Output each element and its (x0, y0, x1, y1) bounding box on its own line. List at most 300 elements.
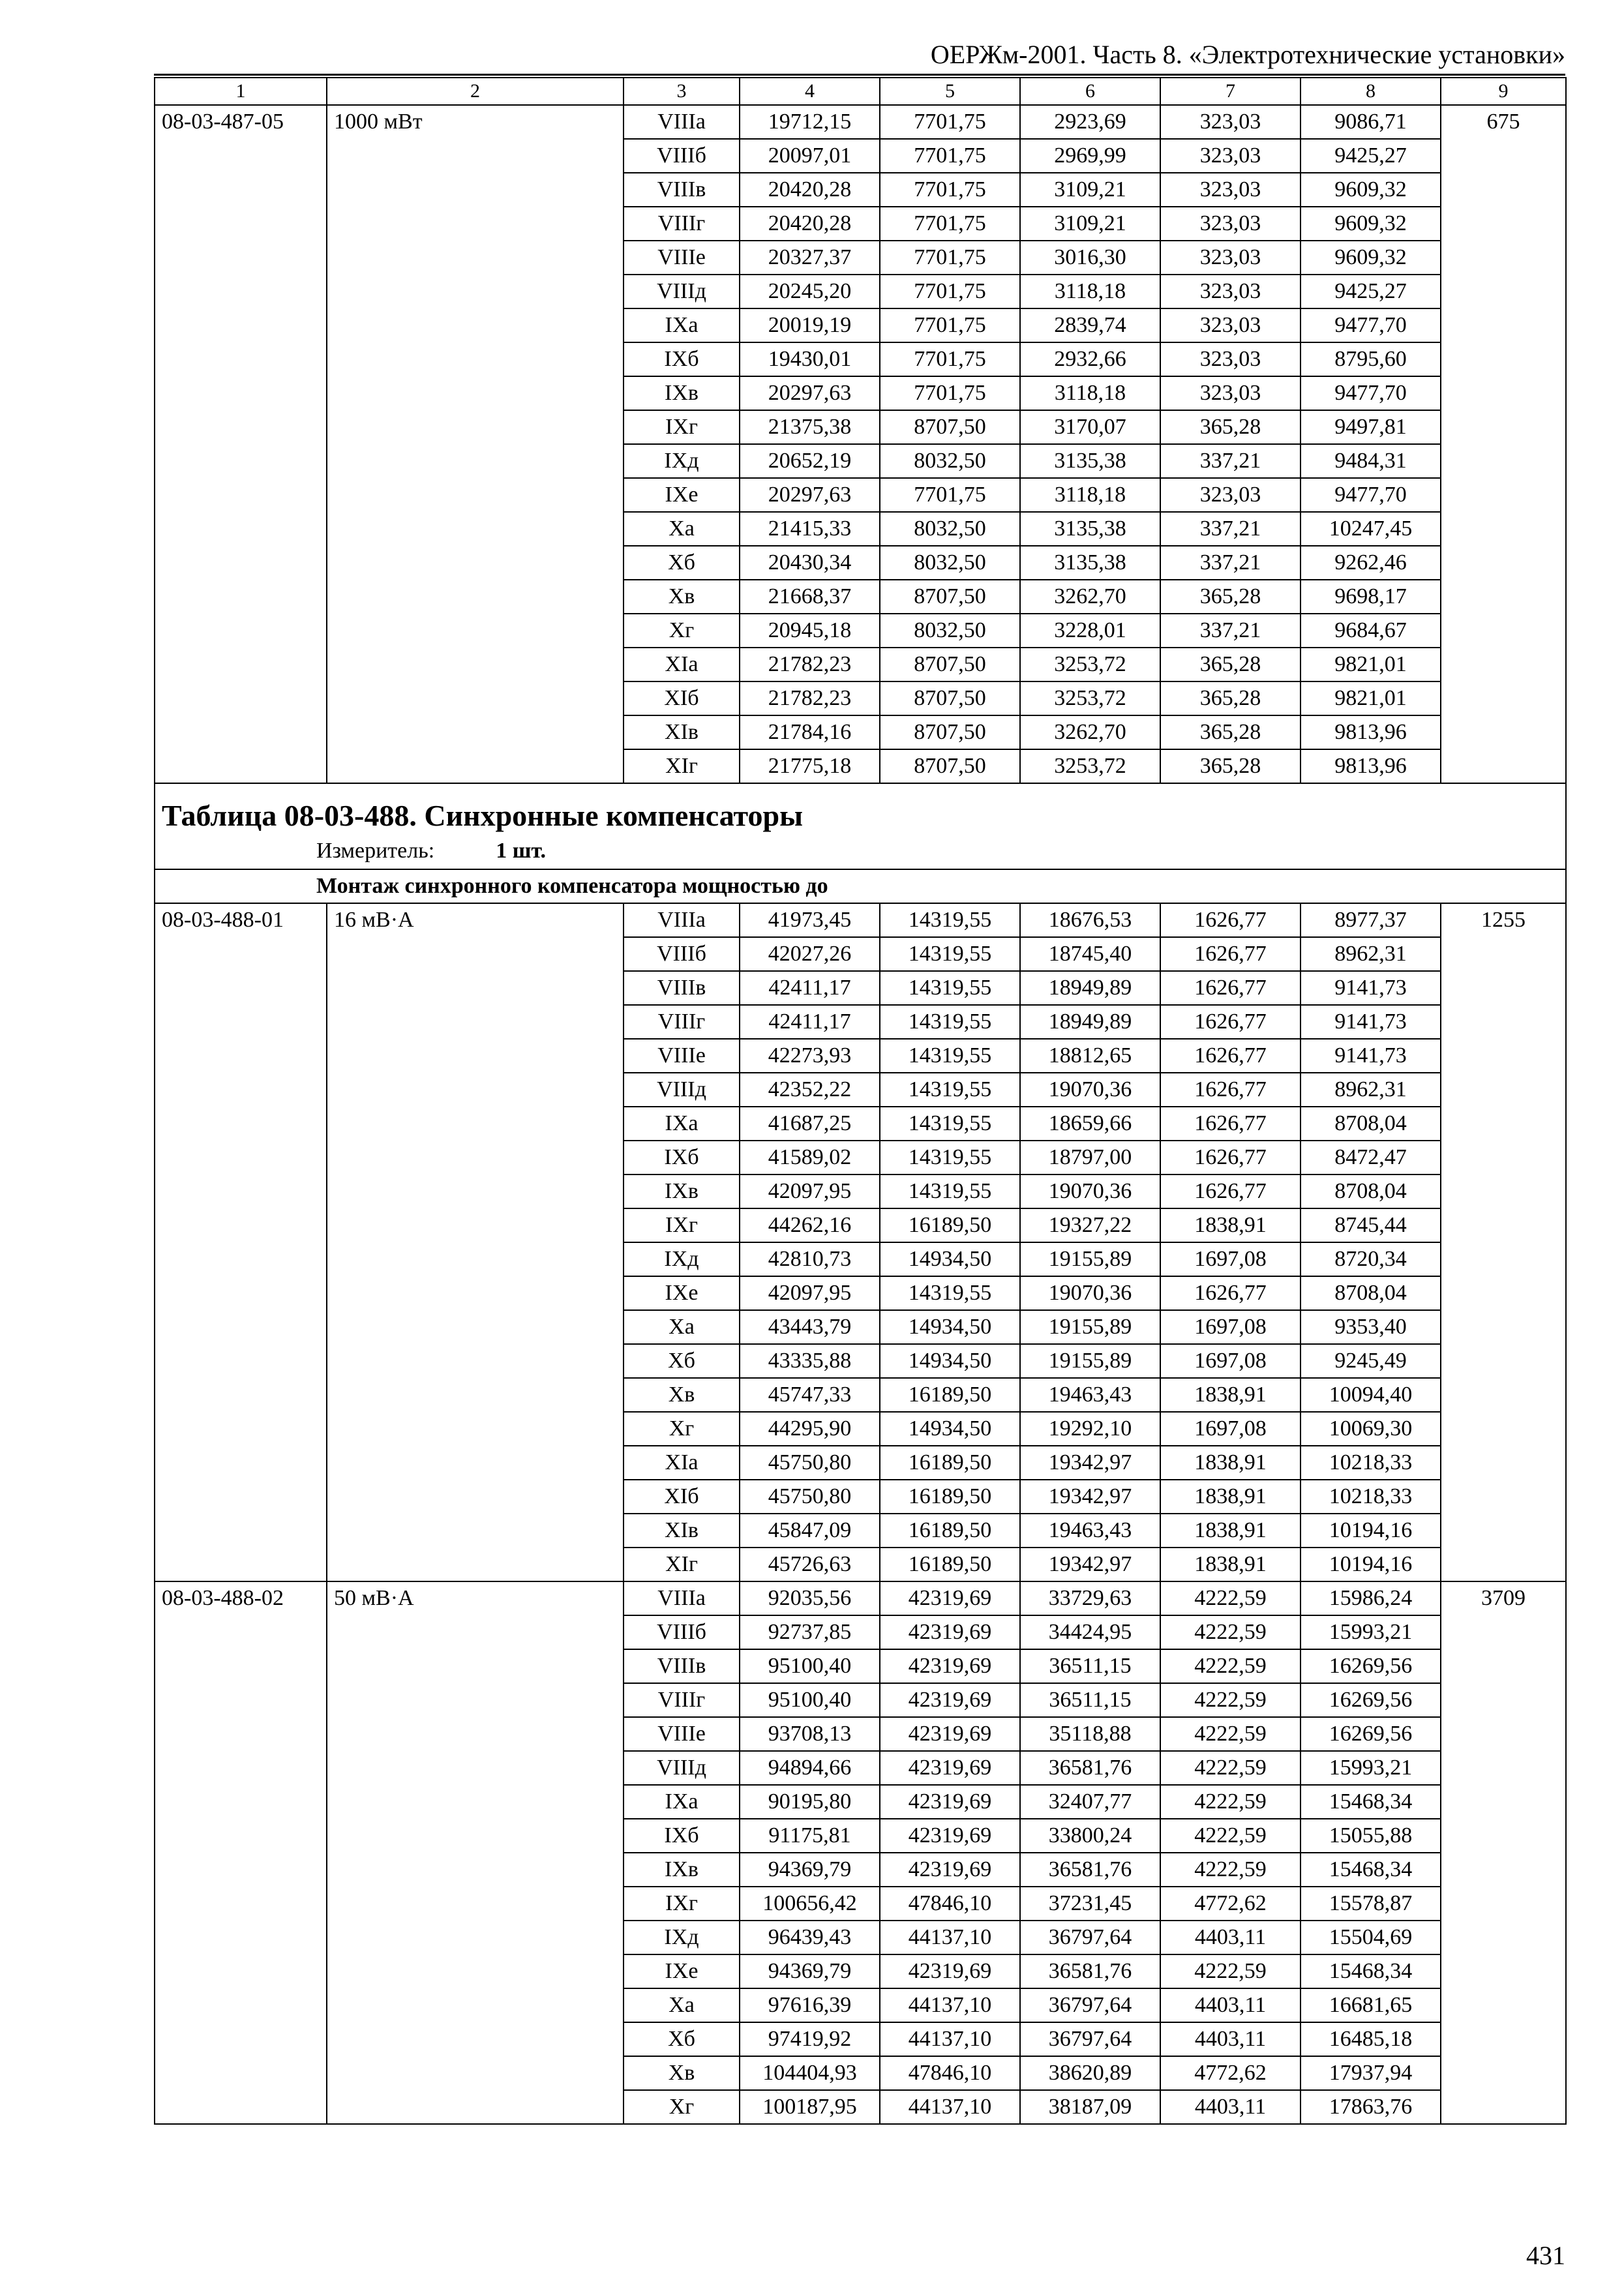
value-cell: 33729,63 (1020, 1581, 1160, 1615)
value-cell: 3253,72 (1020, 648, 1160, 681)
value-cell: 37231,45 (1020, 1887, 1160, 1921)
value-cell: 8707,50 (880, 410, 1020, 444)
value-cell: 8795,60 (1301, 342, 1441, 376)
zone-cell: XIб (624, 681, 740, 715)
zone-cell: XIб (624, 1480, 740, 1514)
value-cell: 36797,64 (1020, 1921, 1160, 1954)
value-cell: 8707,50 (880, 648, 1020, 681)
value-cell: 3228,01 (1020, 614, 1160, 648)
value-cell: 18745,40 (1020, 937, 1160, 971)
value-cell: 17937,94 (1301, 2056, 1441, 2090)
zone-cell: XIг (624, 1548, 740, 1581)
value-cell: 3118,18 (1020, 478, 1160, 512)
value-cell: 100187,95 (740, 2090, 880, 2124)
value-cell: 7701,75 (880, 139, 1020, 173)
zone-cell: IXд (624, 1921, 740, 1954)
value-cell: 36797,64 (1020, 2022, 1160, 2056)
value-cell: 8708,04 (1301, 1174, 1441, 1208)
value-cell: 16189,50 (880, 1548, 1020, 1581)
value-cell: 92035,56 (740, 1581, 880, 1615)
value-cell: 4222,59 (1160, 1785, 1301, 1819)
value-cell: 365,28 (1160, 648, 1301, 681)
value-cell: 42411,17 (740, 1005, 880, 1039)
value-cell: 4403,11 (1160, 1988, 1301, 2022)
value-cell: 42319,69 (880, 1785, 1020, 1819)
value-cell: 10194,16 (1301, 1514, 1441, 1548)
value-cell: 4222,59 (1160, 1615, 1301, 1649)
value-cell: 45726,63 (740, 1548, 880, 1581)
value-cell: 323,03 (1160, 308, 1301, 342)
table-row (155, 105, 1566, 139)
zone-cell: VIIIг (624, 207, 740, 241)
value-cell: 16269,56 (1301, 1717, 1441, 1751)
value-cell: 3170,07 (1020, 410, 1160, 444)
table-title: Таблица 08-03-488. Синхронные компенсаторы (162, 799, 804, 832)
zone-cell: XIв (624, 1514, 740, 1548)
zone-cell: VIIIе (624, 1717, 740, 1751)
value-cell: 9086,71 (1301, 105, 1441, 139)
unit-row (155, 833, 1566, 869)
unit-label: Измеритель: (316, 839, 435, 863)
zone-cell: VIIIб (624, 937, 740, 971)
value-cell: 2923,69 (1020, 105, 1160, 139)
value-cell: 10218,33 (1301, 1446, 1441, 1480)
value-cell: 42319,69 (880, 1649, 1020, 1683)
value-cell: 4222,59 (1160, 1853, 1301, 1887)
zone-cell: IXв (624, 1174, 740, 1208)
value-cell: 19155,89 (1020, 1344, 1160, 1378)
value-cell: 4222,59 (1160, 1649, 1301, 1683)
value-cell: 15993,21 (1301, 1751, 1441, 1785)
value-cell: 19430,01 (740, 342, 880, 376)
value-cell: 20420,28 (740, 173, 880, 207)
value-cell: 15578,87 (1301, 1887, 1441, 1921)
zone-cell: Xг (624, 614, 740, 648)
value-cell: 94369,79 (740, 1853, 880, 1887)
value-cell: 42097,95 (740, 1174, 880, 1208)
value-cell: 2839,74 (1020, 308, 1160, 342)
value-cell: 36581,76 (1020, 1853, 1160, 1887)
value-cell: 41589,02 (740, 1141, 880, 1174)
zone-cell: IXе (624, 1276, 740, 1310)
value-cell: 14319,55 (880, 1107, 1020, 1141)
zone-cell: Xб (624, 1344, 740, 1378)
value-cell: 14934,50 (880, 1344, 1020, 1378)
zone-cell: VIIIе (624, 1039, 740, 1073)
value-cell: 7701,75 (880, 342, 1020, 376)
zone-cell: XIа (624, 1446, 740, 1480)
value-cell: 8032,50 (880, 512, 1020, 546)
value-cell: 9497,81 (1301, 410, 1441, 444)
value-cell: 1697,08 (1160, 1344, 1301, 1378)
zone-cell: VIIIд (624, 1073, 740, 1107)
value-cell: 1626,77 (1160, 903, 1301, 937)
value-cell: 4222,59 (1160, 1751, 1301, 1785)
value-cell: 95100,40 (740, 1649, 880, 1683)
value-cell: 18659,66 (1020, 1107, 1160, 1141)
rate-name: 16 мВ·А (327, 903, 624, 1581)
zone-cell: IXе (624, 1954, 740, 1988)
value-cell: 7701,75 (880, 241, 1020, 275)
value-cell: 21775,18 (740, 749, 880, 783)
value-cell: 16189,50 (880, 1208, 1020, 1242)
zone-cell: VIIIг (624, 1683, 740, 1717)
table-row (155, 1581, 1566, 1615)
value-cell: 42319,69 (880, 1615, 1020, 1649)
zone-cell: IXб (624, 342, 740, 376)
value-cell: 47846,10 (880, 1887, 1020, 1921)
value-cell: 2969,99 (1020, 139, 1160, 173)
value-cell: 10194,16 (1301, 1548, 1441, 1581)
value-cell: 18949,89 (1020, 971, 1160, 1005)
value-cell: 1626,77 (1160, 1005, 1301, 1039)
value-cell: 365,28 (1160, 681, 1301, 715)
column-number: 7 (1160, 78, 1301, 105)
value-cell: 10094,40 (1301, 1378, 1441, 1412)
zone-cell: IXб (624, 1819, 740, 1853)
value-cell: 7701,75 (880, 105, 1020, 139)
value-cell: 14319,55 (880, 971, 1020, 1005)
value-cell: 21375,38 (740, 410, 880, 444)
value-cell: 8707,50 (880, 580, 1020, 614)
value-cell: 9141,73 (1301, 971, 1441, 1005)
value-cell: 14319,55 (880, 1174, 1020, 1208)
value-cell: 21668,37 (740, 580, 880, 614)
zone-cell: VIIIг (624, 1005, 740, 1039)
value-cell: 323,03 (1160, 139, 1301, 173)
value-cell: 8745,44 (1301, 1208, 1441, 1242)
value-cell: 1838,91 (1160, 1514, 1301, 1548)
value-cell: 9245,49 (1301, 1344, 1441, 1378)
value-cell: 8720,34 (1301, 1242, 1441, 1276)
value-cell: 8472,47 (1301, 1141, 1441, 1174)
zone-cell: IXе (624, 478, 740, 512)
value-cell: 3016,30 (1020, 241, 1160, 275)
value-cell: 44137,10 (880, 1921, 1020, 1954)
value-cell: 365,28 (1160, 580, 1301, 614)
zone-cell: Xб (624, 2022, 740, 2056)
value-cell: 8962,31 (1301, 1073, 1441, 1107)
value-cell: 323,03 (1160, 105, 1301, 139)
value-cell: 14934,50 (880, 1242, 1020, 1276)
value-cell: 45750,80 (740, 1446, 880, 1480)
zone-cell: Xа (624, 1310, 740, 1344)
zone-cell: IXг (624, 410, 740, 444)
value-cell: 3253,72 (1020, 749, 1160, 783)
value-cell: 10218,33 (1301, 1480, 1441, 1514)
value-cell: 3135,38 (1020, 546, 1160, 580)
value-cell: 14319,55 (880, 1039, 1020, 1073)
subheading-row (155, 869, 1566, 903)
value-cell: 1626,77 (1160, 937, 1301, 971)
value-cell: 365,28 (1160, 410, 1301, 444)
value-cell: 42319,69 (880, 1581, 1020, 1615)
column-number: 9 (1441, 78, 1566, 105)
value-cell: 9684,67 (1301, 614, 1441, 648)
value-cell: 43335,88 (740, 1344, 880, 1378)
zone-cell: IXв (624, 1853, 740, 1887)
value-cell: 14934,50 (880, 1310, 1020, 1344)
value-cell: 4222,59 (1160, 1819, 1301, 1853)
value-cell: 16189,50 (880, 1514, 1020, 1548)
value-cell: 9477,70 (1301, 376, 1441, 410)
value-cell: 19070,36 (1020, 1276, 1160, 1310)
zone-cell: IXг (624, 1208, 740, 1242)
value-cell: 19155,89 (1020, 1242, 1160, 1276)
value-cell: 20019,19 (740, 308, 880, 342)
value-cell: 44262,16 (740, 1208, 880, 1242)
value-cell: 15055,88 (1301, 1819, 1441, 1853)
subheading-cell (155, 869, 1566, 903)
zone-cell: Xг (624, 1412, 740, 1446)
value-cell: 8707,50 (880, 749, 1020, 783)
value-cell: 9484,31 (1301, 444, 1441, 478)
value-cell: 16189,50 (880, 1446, 1020, 1480)
value-cell: 7701,75 (880, 207, 1020, 241)
value-cell: 8962,31 (1301, 937, 1441, 971)
value-cell: 41973,45 (740, 903, 880, 937)
value-cell: 1626,77 (1160, 1073, 1301, 1107)
value-cell: 20652,19 (740, 444, 880, 478)
value-cell: 15468,34 (1301, 1853, 1441, 1887)
value-cell: 16269,56 (1301, 1683, 1441, 1717)
value-cell: 323,03 (1160, 207, 1301, 241)
rates-table-body (155, 78, 1566, 2124)
zone-cell: Xв (624, 2056, 740, 2090)
zone-cell: VIIIд (624, 1751, 740, 1785)
value-cell: 9262,46 (1301, 546, 1441, 580)
value-cell: 14319,55 (880, 937, 1020, 971)
value-cell: 15993,21 (1301, 1615, 1441, 1649)
value-cell: 36797,64 (1020, 1988, 1160, 2022)
value-cell: 94894,66 (740, 1751, 880, 1785)
zone-cell: IXа (624, 308, 740, 342)
value-cell: 18812,65 (1020, 1039, 1160, 1073)
value-cell: 19327,22 (1020, 1208, 1160, 1242)
value-cell: 19070,36 (1020, 1073, 1160, 1107)
value-cell: 9609,32 (1301, 241, 1441, 275)
value-cell: 9698,17 (1301, 580, 1441, 614)
unit-cell (155, 833, 1566, 869)
value-cell: 3109,21 (1020, 173, 1160, 207)
value-cell: 34424,95 (1020, 1615, 1160, 1649)
value-cell: 21784,16 (740, 715, 880, 749)
value-cell: 4222,59 (1160, 1683, 1301, 1717)
value-cell: 323,03 (1160, 376, 1301, 410)
value-cell: 1697,08 (1160, 1412, 1301, 1446)
value-cell: 4403,11 (1160, 2090, 1301, 2124)
zone-cell: Xг (624, 2090, 740, 2124)
value-cell: 41687,25 (740, 1107, 880, 1141)
value-cell: 9425,27 (1301, 139, 1441, 173)
zone-cell: VIIIв (624, 1649, 740, 1683)
value-cell: 14319,55 (880, 1073, 1020, 1107)
value-cell: 21782,23 (740, 681, 880, 715)
value-cell: 9821,01 (1301, 681, 1441, 715)
value-cell: 45747,33 (740, 1378, 880, 1412)
value-cell: 9141,73 (1301, 1039, 1441, 1073)
value-cell: 42273,93 (740, 1039, 880, 1073)
value-cell: 1626,77 (1160, 1276, 1301, 1310)
value-cell: 44137,10 (880, 1988, 1020, 2022)
zone-cell: XIа (624, 648, 740, 681)
column-number: 8 (1301, 78, 1441, 105)
value-cell: 9477,70 (1301, 478, 1441, 512)
value-cell: 16681,65 (1301, 1988, 1441, 2022)
value-cell: 3262,70 (1020, 715, 1160, 749)
value-cell: 337,21 (1160, 444, 1301, 478)
value-cell: 337,21 (1160, 512, 1301, 546)
value-cell: 1838,91 (1160, 1480, 1301, 1514)
value-cell: 14319,55 (880, 1141, 1020, 1174)
col9-value: 675 (1441, 105, 1566, 783)
subheading: Монтаж синхронного компенсатора мощностью до (316, 874, 828, 898)
value-cell: 42352,22 (740, 1073, 880, 1107)
value-cell: 20945,18 (740, 614, 880, 648)
value-cell: 94369,79 (740, 1954, 880, 1988)
value-cell: 15504,69 (1301, 1921, 1441, 1954)
value-cell: 36511,15 (1020, 1649, 1160, 1683)
rate-code: 08-03-488-02 (155, 1581, 327, 2124)
column-number: 4 (740, 78, 880, 105)
col9-value: 3709 (1441, 1581, 1566, 2124)
table-title-cell (155, 783, 1566, 833)
zone-cell: IXг (624, 1887, 740, 1921)
value-cell: 365,28 (1160, 749, 1301, 783)
value-cell: 19155,89 (1020, 1310, 1160, 1344)
zone-cell: IXд (624, 444, 740, 478)
value-cell: 7701,75 (880, 308, 1020, 342)
value-cell: 9141,73 (1301, 1005, 1441, 1039)
rates-table (154, 77, 1567, 2125)
value-cell: 8032,50 (880, 444, 1020, 478)
value-cell: 42810,73 (740, 1242, 880, 1276)
value-cell: 36581,76 (1020, 1954, 1160, 1988)
value-cell: 104404,93 (740, 2056, 880, 2090)
value-cell: 36511,15 (1020, 1683, 1160, 1717)
value-cell: 17863,76 (1301, 2090, 1441, 2124)
value-cell: 8708,04 (1301, 1107, 1441, 1141)
rate-code: 08-03-488-01 (155, 903, 327, 1581)
value-cell: 20430,34 (740, 546, 880, 580)
value-cell: 1838,91 (1160, 1548, 1301, 1581)
value-cell: 20297,63 (740, 376, 880, 410)
value-cell: 43443,79 (740, 1310, 880, 1344)
value-cell: 9477,70 (1301, 308, 1441, 342)
value-cell: 95100,40 (740, 1683, 880, 1717)
value-cell: 20097,01 (740, 139, 880, 173)
column-number: 3 (624, 78, 740, 105)
value-cell: 19712,15 (740, 105, 880, 139)
zone-cell: VIIIб (624, 139, 740, 173)
value-cell: 42027,26 (740, 937, 880, 971)
value-cell: 9813,96 (1301, 715, 1441, 749)
header-title: ОЕРЖм-2001. Часть 8. «Электротехнические установки» (930, 40, 1565, 69)
value-cell: 8707,50 (880, 681, 1020, 715)
column-number: 5 (880, 78, 1020, 105)
value-cell: 323,03 (1160, 478, 1301, 512)
table-row (155, 903, 1566, 937)
value-cell: 44137,10 (880, 2090, 1020, 2124)
value-cell: 3109,21 (1020, 207, 1160, 241)
value-cell: 21782,23 (740, 648, 880, 681)
value-cell: 9353,40 (1301, 1310, 1441, 1344)
value-cell: 9821,01 (1301, 648, 1441, 681)
value-cell: 16485,18 (1301, 2022, 1441, 2056)
value-cell: 44137,10 (880, 2022, 1020, 2056)
value-cell: 337,21 (1160, 546, 1301, 580)
value-cell: 42319,69 (880, 1853, 1020, 1887)
value-cell: 20297,63 (740, 478, 880, 512)
value-cell: 14934,50 (880, 1412, 1020, 1446)
zone-cell: VIIIд (624, 275, 740, 308)
value-cell: 14319,55 (880, 903, 1020, 937)
value-cell: 42319,69 (880, 1683, 1020, 1717)
value-cell: 1626,77 (1160, 1174, 1301, 1208)
value-cell: 20245,20 (740, 275, 880, 308)
rate-name: 1000 мВт (327, 105, 624, 783)
value-cell: 7701,75 (880, 275, 1020, 308)
value-cell: 1838,91 (1160, 1446, 1301, 1480)
value-cell: 8977,37 (1301, 903, 1441, 937)
value-cell: 337,21 (1160, 614, 1301, 648)
value-cell: 1626,77 (1160, 1107, 1301, 1141)
value-cell: 323,03 (1160, 241, 1301, 275)
value-cell: 1697,08 (1160, 1242, 1301, 1276)
zone-cell: VIIIа (624, 105, 740, 139)
value-cell: 2932,66 (1020, 342, 1160, 376)
header-rule (154, 74, 1565, 76)
column-number: 2 (327, 78, 624, 105)
value-cell: 42097,95 (740, 1276, 880, 1310)
column-number: 6 (1020, 78, 1160, 105)
value-cell: 36581,76 (1020, 1751, 1160, 1785)
value-cell: 3262,70 (1020, 580, 1160, 614)
value-cell: 100656,42 (740, 1887, 880, 1921)
value-cell: 45750,80 (740, 1480, 880, 1514)
value-cell: 3118,18 (1020, 275, 1160, 308)
zone-cell: Xв (624, 1378, 740, 1412)
value-cell: 19342,97 (1020, 1548, 1160, 1581)
value-cell: 4222,59 (1160, 1581, 1301, 1615)
value-cell: 18676,53 (1020, 903, 1160, 937)
zone-cell: VIIIв (624, 971, 740, 1005)
value-cell: 9813,96 (1301, 749, 1441, 783)
value-cell: 7701,75 (880, 376, 1020, 410)
table-title-row (155, 783, 1566, 833)
value-cell: 9425,27 (1301, 275, 1441, 308)
value-cell: 8708,04 (1301, 1276, 1441, 1310)
value-cell: 365,28 (1160, 715, 1301, 749)
rate-code: 08-03-487-05 (155, 105, 327, 783)
value-cell: 8032,50 (880, 614, 1020, 648)
page-number: 431 (1526, 2241, 1565, 2270)
value-cell: 47846,10 (880, 2056, 1020, 2090)
zone-cell: VIIIе (624, 241, 740, 275)
value-cell: 19463,43 (1020, 1378, 1160, 1412)
value-cell: 10247,45 (1301, 512, 1441, 546)
page-header (154, 38, 1565, 77)
value-cell: 44295,90 (740, 1412, 880, 1446)
column-number-row (155, 78, 1566, 105)
value-cell: 9609,32 (1301, 173, 1441, 207)
value-cell: 3118,18 (1020, 376, 1160, 410)
zone-cell: Xб (624, 546, 740, 580)
value-cell: 90195,80 (740, 1785, 880, 1819)
zone-cell: XIв (624, 715, 740, 749)
zone-cell: XIг (624, 749, 740, 783)
value-cell: 96439,43 (740, 1921, 880, 1954)
